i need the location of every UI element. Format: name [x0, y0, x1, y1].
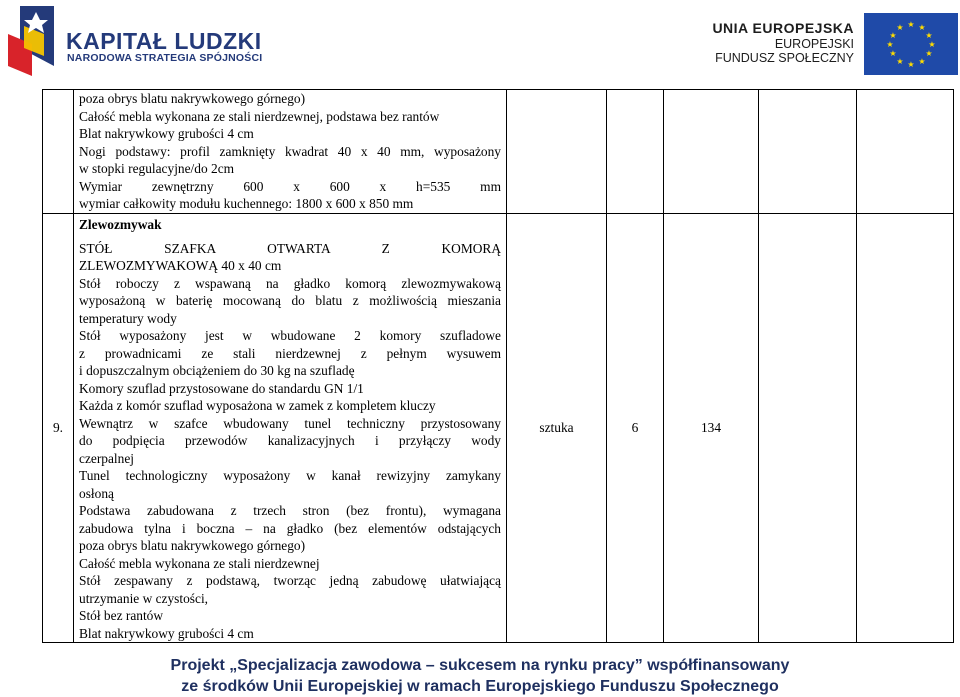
eu-label-line2: EUROPEJSKI — [774, 37, 854, 51]
svg-text:★: ★ — [925, 31, 933, 40]
svg-text:★: ★ — [907, 20, 915, 29]
prev-quantity-cell — [607, 90, 664, 214]
prev-code-cell — [664, 90, 759, 214]
desc-line: w stopki regulacyjne/do 2cm — [79, 161, 235, 176]
desc-line: Blat nakrywkowy grubości 4 cm — [79, 126, 254, 141]
kapital-ludzki-subtitle: NARODOWA STRATEGIA SPÓJNOŚCI — [67, 52, 263, 64]
desc-line: wyposażoną w baterię mocowaną do blatu z możliwością mieszania — [79, 293, 501, 308]
code-cell: 134 — [664, 214, 759, 643]
desc-line: czerpalnej — [79, 450, 135, 466]
eu-label-line1: UNIA EUROPEJSKA — [712, 20, 854, 36]
value-cell — [857, 214, 954, 643]
desc-line: poza obrys blatu nakrywkowego górnego) — [79, 91, 306, 106]
desc-line: Podstawa zabudowana z trzech stron (bez frontu), wymagana — [79, 503, 501, 518]
desc-line: do podpięcia przewodów kanalizacyjnych i przyłączy wody — [79, 433, 501, 448]
desc-line: osłoną — [79, 485, 114, 501]
unit-cell: sztuka — [507, 214, 607, 643]
footer-line1: Projekt „Specjalizacja zawodowa – sukcesem na rynku pracy” współfinansowany — [170, 657, 790, 674]
desc-line: Całość mebla wykonana ze stali nierdzewnej — [79, 555, 320, 571]
page-header — [0, 0, 960, 88]
prev-description-cell — [74, 90, 507, 214]
desc-line: Stół bez rantów — [79, 608, 164, 623]
desc-line: Tunel technologiczny wyposażony w kanał rewizyjny zamykany — [79, 468, 501, 483]
table-row-9 — [43, 214, 954, 643]
svg-text:★: ★ — [889, 49, 897, 58]
desc-line: Całość mebla wykonana ze stali nierdzewnej, podstawa bez rantów — [79, 108, 440, 124]
prev-price-cell — [759, 90, 857, 214]
prev-number-cell — [43, 90, 74, 214]
svg-text:★: ★ — [928, 40, 936, 49]
eu-label-line3: FUNDUSZ SPOŁECZNY — [715, 51, 854, 65]
desc-line: Stół wyposażony jest w wbudowane 2 komory szufladowe — [79, 328, 501, 343]
desc-line: Stół roboczy z wspawaną na gładko komorą zlewozmywakową — [79, 275, 501, 291]
desc-line: Każda z komór szuflad wyposażona w zamek z kompletem kluczy — [79, 398, 436, 413]
desc-line: ZLEWOZMYWAKOWĄ 40 x 40 cm — [79, 258, 282, 273]
svg-text:★: ★ — [925, 49, 933, 58]
footer-line2: ze środków Unii Europejskiej w ramach Europejskiego Funduszu Społecznego — [181, 678, 779, 695]
desc-line: utrzymanie w czystości, — [79, 590, 209, 606]
eu-flag-icon — [864, 13, 958, 75]
kapital-ludzki-logo-icon — [6, 4, 58, 76]
prev-value-cell — [857, 90, 954, 214]
desc-line: Nogi podstawy: profil zamknięty kwadrat 40 x 40 mm, wyposażony — [79, 143, 501, 159]
desc-line: STÓŁ SZAFKA OTWARTA Z KOMORĄ — [79, 240, 501, 256]
desc-line: Komory szuflad przystosowane do standardu GN 1/1 — [79, 380, 364, 396]
desc-line: Blat nakrywkowy grubości 4 cm — [79, 625, 254, 641]
specification-table — [42, 89, 954, 643]
row-description-cell — [74, 214, 507, 643]
svg-text:★: ★ — [896, 57, 904, 66]
row-title: Zlewozmywak — [79, 217, 162, 232]
table-row-previous — [43, 90, 954, 214]
desc-line: Wymiar zewnętrzny 600 x 600 x h=535 mm — [79, 178, 501, 194]
svg-text:★: ★ — [918, 23, 926, 32]
desc-line: z prowadnicami ze stali nierdzewnej z pełnym wysuwem — [79, 345, 501, 361]
desc-line: Stół zespawany z podstawą, tworząc jedną zabudowę ułatwiającą — [79, 573, 501, 588]
svg-text:★: ★ — [886, 40, 894, 49]
row-number-cell: 9. — [43, 214, 74, 643]
svg-text:★: ★ — [889, 31, 897, 40]
desc-line: zabudowa tylna i boczna – na gładko (bez elementów odstających — [79, 520, 501, 536]
svg-text:★: ★ — [907, 60, 915, 69]
desc-line: i dopuszczalnym obciążeniem do 30 kg na szufladę — [79, 363, 355, 378]
desc-line: poza obrys blatu nakrywkowego górnego) — [79, 538, 306, 553]
desc-line: wymiar całkowity modułu kuchennego: 1800 x 600 x 850 mm — [79, 196, 414, 211]
desc-line: temperatury wody — [79, 310, 177, 326]
price-cell — [759, 214, 857, 643]
desc-line: Wewnątrz w szafce wbudowany tunel techniczny przystosowany — [79, 415, 501, 431]
quantity-cell: 6 — [607, 214, 664, 643]
prev-unit-cell — [507, 90, 607, 214]
kapital-ludzki-title: KAPITAŁ LUDZKI — [66, 28, 262, 54]
page-footer — [0, 655, 960, 697]
svg-text:★: ★ — [896, 23, 904, 32]
eu-fund-label — [712, 20, 854, 65]
svg-text:★: ★ — [918, 57, 926, 66]
